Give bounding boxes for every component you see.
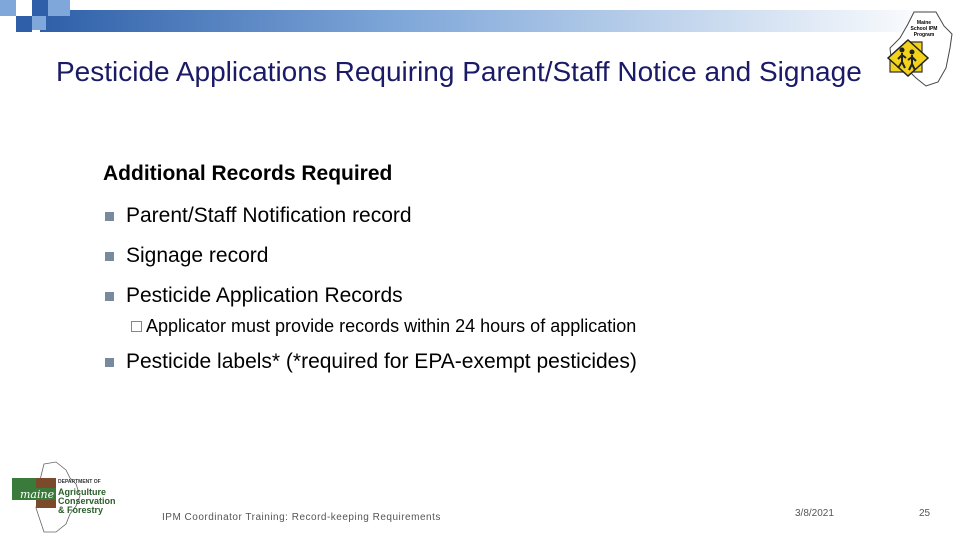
header-gradient-bar [40, 10, 940, 32]
header-square-2 [16, 16, 32, 32]
header-square-1 [0, 0, 16, 16]
footer-caption: IPM Coordinator Training: Record-keeping Requirements [162, 512, 441, 523]
sub-bullet-text: Applicator must provide records within 24 hours of application [146, 316, 637, 336]
square-bullet-icon [105, 252, 114, 261]
bullet-text: Pesticide labels* (*required for EPA-exempt pesticides) [126, 350, 637, 373]
sub-bullet-item [131, 314, 863, 338]
dacf-line1: Agriculture [58, 487, 107, 497]
section-subheading: Additional Records Required [103, 162, 393, 185]
header-square-3 [32, 0, 48, 16]
slide-title: Pesticide Applications Requiring Parent/Staff Notice and Signage [56, 56, 862, 87]
bullet-text: Parent/Staff Notification record [126, 204, 412, 227]
square-bullet-icon [105, 212, 114, 221]
maine-wordmark: maine [20, 488, 55, 501]
bullet-text: Pesticide Application Records [126, 284, 403, 307]
dacf-line3: & Forestry [58, 505, 104, 515]
dacf-logo-text [58, 478, 116, 515]
bullet-item [103, 240, 863, 272]
footer-date: 3/8/2021 [795, 508, 834, 519]
header-square-5 [32, 16, 46, 30]
bullet-item [103, 346, 863, 378]
page-number: 25 [919, 508, 931, 519]
header-square-4 [48, 0, 70, 16]
bullet-item [103, 280, 863, 312]
bullet-item [103, 200, 863, 232]
ipm-line2: School IPM [910, 26, 938, 32]
square-bullet-icon [105, 292, 114, 301]
dacf-small-line: DEPARTMENT OF [58, 479, 101, 485]
dacf-line2: Conservation [58, 496, 116, 506]
maine-school-ipm-logo [886, 8, 956, 88]
ipm-line3: Program [913, 32, 935, 38]
bullet-text: Signage record [126, 244, 269, 267]
ipm-line1: Maine [916, 20, 932, 26]
hollow-square-bullet-icon [131, 321, 142, 332]
bullet-list [103, 200, 863, 386]
square-bullet-icon [105, 358, 114, 367]
